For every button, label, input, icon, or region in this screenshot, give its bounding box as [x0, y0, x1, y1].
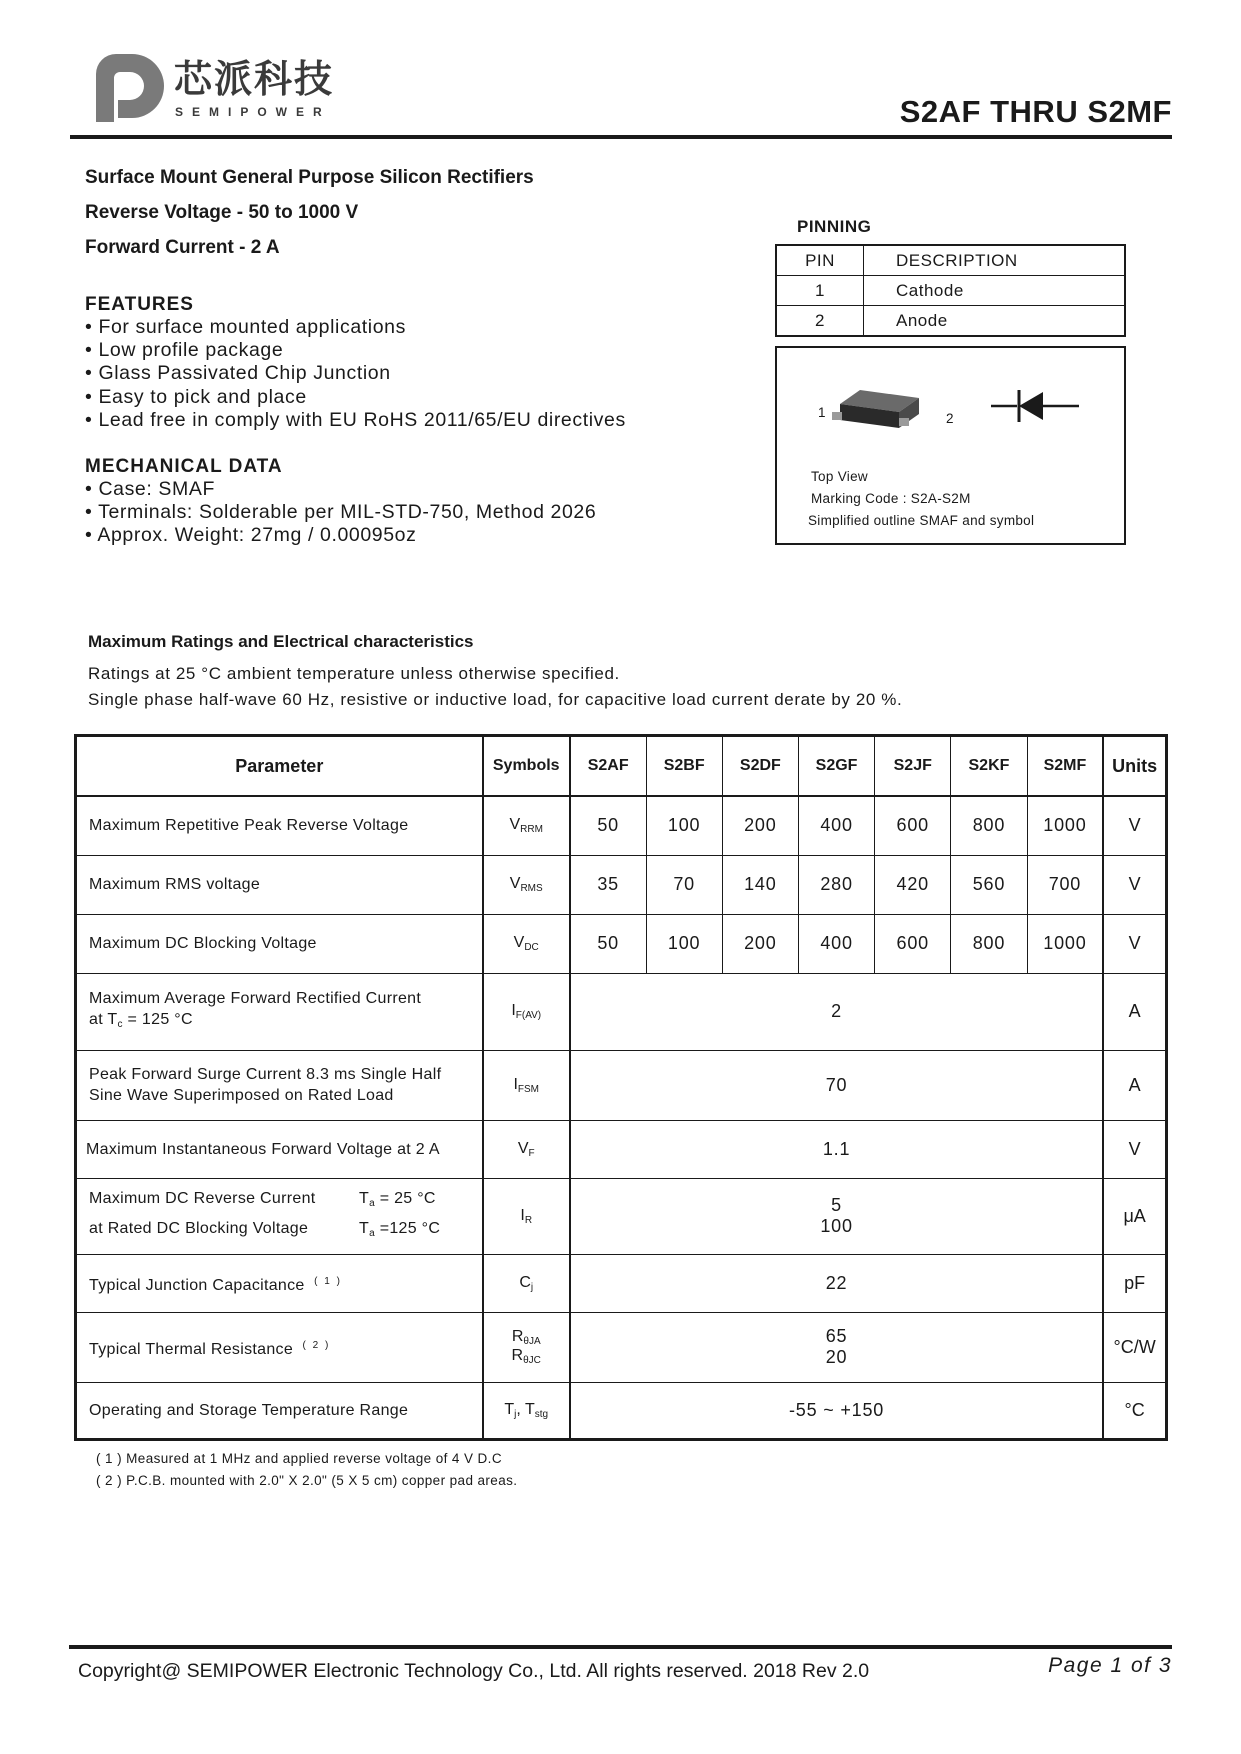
value-cell: 400 — [798, 914, 874, 973]
symbol-subscript: R — [524, 1214, 533, 1226]
value-cell: 420 — [875, 855, 951, 914]
param-label-line: Peak Forward Surge Current 8.3 ms Single Half — [89, 1066, 442, 1083]
label-text: = 25 °C — [374, 1190, 436, 1207]
value-cell: -55 ~ +150 — [570, 1382, 1103, 1439]
feature-item: • Glass Passivated Chip Junction — [85, 362, 391, 385]
symbol: R — [511, 1328, 524, 1345]
symbol-subscript: DC — [524, 942, 539, 953]
headline-product-type: Surface Mount General Purpose Silicon Rectifiers — [85, 167, 534, 188]
part-header: S2MF — [1027, 736, 1103, 797]
symbol: I — [513, 1075, 518, 1093]
param-label-line — [89, 1218, 482, 1244]
unit-cell: °C/W — [1103, 1312, 1166, 1382]
ratings-table — [74, 734, 1168, 1441]
value-cell: 200 — [722, 914, 798, 973]
value-cell: 1000 — [1027, 914, 1103, 973]
param-label — [76, 1050, 483, 1120]
feature-item: • For surface mounted applications — [85, 316, 406, 338]
pin-number: 1 — [776, 276, 864, 306]
param-label-line — [89, 1009, 482, 1035]
symbol: V — [513, 934, 525, 951]
param-label-line: Maximum Average Forward Rectified Current — [89, 990, 422, 1007]
parameter-header: Parameter — [76, 736, 483, 797]
footnote-ref: ( 1 ) — [314, 1275, 342, 1287]
value-cell: 70 — [570, 1050, 1103, 1120]
features-list — [85, 316, 626, 432]
symbol-subscript: F — [528, 1147, 535, 1159]
unit-cell: A — [1103, 1050, 1166, 1120]
part-header: S2BF — [646, 736, 722, 797]
table-row — [76, 1254, 1167, 1312]
symbol-cell — [483, 973, 570, 1050]
symbol: I — [511, 1002, 516, 1019]
value-cell: 22 — [570, 1254, 1103, 1312]
symbol-subscript: FSM — [517, 1083, 539, 1095]
top-view-label: Top View — [811, 469, 868, 484]
unit-cell: pF — [1103, 1254, 1166, 1312]
label-text: =125 °C — [374, 1220, 441, 1237]
param-label-line — [89, 1188, 482, 1214]
unit-cell: V — [1103, 796, 1166, 855]
headline-reverse-voltage: Reverse Voltage - 50 to 1000 V — [85, 202, 359, 223]
header-rule — [70, 135, 1172, 139]
mechanical-item: • Terminals: Solderable per MIL-STD-750, Method 2026 — [85, 501, 597, 524]
value-cell: 70 — [646, 855, 722, 914]
value-line: 65 — [825, 1326, 848, 1346]
headline-forward-current: Forward Current - 2 A — [85, 237, 280, 258]
unit-cell: V — [1103, 1120, 1166, 1178]
table-row — [76, 796, 1167, 855]
label-text: = 125 °C — [122, 1011, 193, 1028]
condition — [359, 1218, 440, 1244]
part-header: S2GF — [798, 736, 874, 797]
ratings-note-load: Single phase half-wave 60 Hz, resistive or inductive load, for capacitive load current derate by 20 %. — [88, 690, 903, 709]
table-row — [76, 1178, 1167, 1254]
table-header-row — [76, 736, 1167, 797]
unit-cell: V — [1103, 914, 1166, 973]
label-text: T — [359, 1190, 370, 1207]
table-row — [76, 1382, 1167, 1439]
symbol-subscript: θJA — [523, 1336, 541, 1347]
table-row — [76, 1050, 1167, 1120]
value-line: 100 — [820, 1216, 853, 1236]
symbol-cell — [483, 914, 570, 973]
unit-cell: °C — [1103, 1382, 1166, 1439]
symbol-cell — [483, 1254, 570, 1312]
symbol-subscript: j — [514, 1408, 517, 1420]
symbol-cell — [483, 1382, 570, 1439]
symbol-cell — [483, 1312, 570, 1382]
symbol-subscript: RRM — [520, 824, 543, 836]
semipower-logo — [88, 52, 164, 128]
part-header: S2KF — [951, 736, 1027, 797]
mechanical-heading: MECHANICAL DATA — [85, 456, 283, 477]
label-subscript: c — [117, 1019, 123, 1030]
param-label — [76, 1178, 483, 1254]
param-label — [76, 1312, 483, 1382]
brand-name-chinese: 芯派科技 — [174, 59, 335, 101]
units-header: Units — [1103, 736, 1166, 797]
symbol: V — [517, 1139, 529, 1157]
pin-header: PIN — [776, 245, 864, 276]
value-cell: 560 — [951, 855, 1027, 914]
ratings-heading: Maximum Ratings and Electrical characteristics — [88, 632, 474, 651]
part-title: S2AF THRU S2MF — [899, 94, 1172, 129]
symbol: V — [509, 816, 521, 834]
value-cell: 1000 — [1027, 796, 1103, 855]
table-row — [776, 276, 1125, 306]
mechanical-item: • Case: SMAF — [85, 478, 215, 500]
value-line: 5 — [831, 1195, 842, 1215]
feature-item: • Lead free in comply with EU RoHS 2011/65/EU directives — [85, 408, 626, 431]
symbol: , T — [516, 1400, 535, 1418]
page-number: Page 1 of 3 — [1048, 1654, 1172, 1677]
feature-item: • Easy to pick and place — [85, 385, 307, 408]
value-cell: 200 — [722, 796, 798, 855]
description-header: DESCRIPTION — [896, 250, 1018, 270]
value-line: 20 — [825, 1347, 848, 1367]
label-text: at Rated DC Blocking Voltage — [89, 1220, 309, 1237]
param-label — [76, 973, 483, 1050]
param-label — [76, 1254, 483, 1312]
features-heading: FEATURES — [85, 294, 194, 315]
param-label-line: Sine Wave Superimposed on Rated Load — [89, 1087, 394, 1104]
part-header: S2DF — [722, 736, 798, 797]
value-cell: 600 — [875, 914, 951, 973]
condition — [359, 1188, 436, 1214]
value-cell: 700 — [1027, 855, 1103, 914]
param-label: Maximum Instantaneous Forward Voltage at 2 A — [76, 1120, 483, 1178]
value-cell — [570, 1312, 1103, 1382]
value-cell: 100 — [646, 914, 722, 973]
pin-description: Anode — [864, 306, 1126, 337]
footnote-ref: ( 2 ) — [302, 1339, 331, 1351]
symbol-subscript: F(AV) — [515, 1010, 542, 1021]
table-row — [76, 1312, 1167, 1382]
brand-name-english: SEMIPOWER — [175, 105, 331, 119]
symbol: R — [511, 1347, 524, 1364]
symbol-cell — [483, 1120, 570, 1178]
value-cell: 100 — [646, 796, 722, 855]
symbol: T — [504, 1400, 515, 1418]
value-cell: 140 — [722, 855, 798, 914]
symbol-subscript: θJC — [523, 1355, 541, 1366]
copyright-notice: Copyright@ SEMIPOWER Electronic Technology Co., Ltd. All rights reserved. 2018 Rev 2.0 — [78, 1660, 870, 1682]
package-outline-box — [775, 346, 1126, 545]
symbol-cell — [483, 855, 570, 914]
value-cell: 400 — [798, 796, 874, 855]
symbol: I — [520, 1206, 525, 1224]
unit-cell: V — [1103, 855, 1166, 914]
unit-cell: A — [1103, 973, 1166, 1050]
footnote: ( 2 ) P.C.B. mounted with 2.0" X 2.0" (5 X 5 cm) copper pad areas. — [96, 1473, 518, 1488]
footnote: ( 1 ) Measured at 1 MHz and applied reverse voltage of 4 V D.C — [96, 1451, 502, 1466]
value-cell: 50 — [570, 796, 646, 855]
value-cell: 280 — [798, 855, 874, 914]
value-cell: 800 — [951, 796, 1027, 855]
value-cell: 1.1 — [570, 1120, 1103, 1178]
outline-caption: Simplified outline SMAF and symbol — [808, 513, 1035, 528]
diode-symbol-icon — [991, 386, 1081, 426]
mechanical-item: • Approx. Weight: 27mg / 0.00095oz — [85, 524, 417, 547]
value-cell: 800 — [951, 914, 1027, 973]
pin-description: Cathode — [864, 276, 1126, 306]
symbol: V — [509, 875, 521, 892]
symbol-subscript: j — [530, 1281, 534, 1293]
part-header: S2AF — [570, 736, 646, 797]
label-text: T — [359, 1220, 370, 1237]
table-row — [776, 245, 1125, 276]
pin1-label: 1 — [818, 405, 826, 420]
label-subscript: a — [369, 1198, 375, 1209]
unit-cell: μA — [1103, 1178, 1166, 1254]
symbol-line — [484, 1328, 569, 1347]
pin2-label: 2 — [946, 411, 954, 426]
value-cell: 600 — [875, 796, 951, 855]
symbol-cell — [483, 1050, 570, 1120]
param-label: Maximum DC Blocking Voltage — [76, 914, 483, 973]
label-text: Typical Thermal Resistance — [89, 1340, 294, 1358]
symbol: C — [519, 1273, 531, 1291]
value-cell: 35 — [570, 855, 646, 914]
param-label: Maximum RMS voltage — [76, 855, 483, 914]
table-row — [76, 914, 1167, 973]
label-text: Typical Junction Capacitance — [89, 1276, 305, 1294]
label-text: at T — [89, 1011, 118, 1028]
feature-item: • Low profile package — [85, 339, 284, 362]
ratings-note-ambient: Ratings at 25 °C ambient temperature unless otherwise specified. — [88, 664, 620, 683]
table-row — [776, 306, 1125, 337]
symbols-header: Symbols — [483, 736, 570, 797]
label-subscript: a — [369, 1228, 375, 1239]
symbol-subscript: RMS — [520, 883, 543, 894]
pinning-table — [775, 244, 1126, 337]
value-cell: 2 — [570, 973, 1103, 1050]
value-cell: 50 — [570, 914, 646, 973]
label-text: Maximum DC Reverse Current — [89, 1190, 316, 1207]
symbol-subscript: stg — [534, 1408, 549, 1420]
pinning-heading: PINNING — [797, 217, 872, 236]
param-label: Operating and Storage Temperature Range — [76, 1382, 483, 1439]
pin-number: 2 — [776, 306, 864, 337]
mechanical-list — [85, 478, 596, 548]
value-cell — [570, 1178, 1103, 1254]
symbol-line — [484, 1347, 569, 1366]
marking-code: Marking Code : S2A-S2M — [811, 491, 971, 506]
footer-rule — [69, 1645, 1172, 1649]
param-label: Maximum Repetitive Peak Reverse Voltage — [76, 796, 483, 855]
part-header: S2JF — [875, 736, 951, 797]
table-row — [76, 1120, 1167, 1178]
symbol-cell — [483, 1178, 570, 1254]
symbol-cell — [483, 796, 570, 855]
table-row — [76, 973, 1167, 1050]
table-row — [76, 855, 1167, 914]
